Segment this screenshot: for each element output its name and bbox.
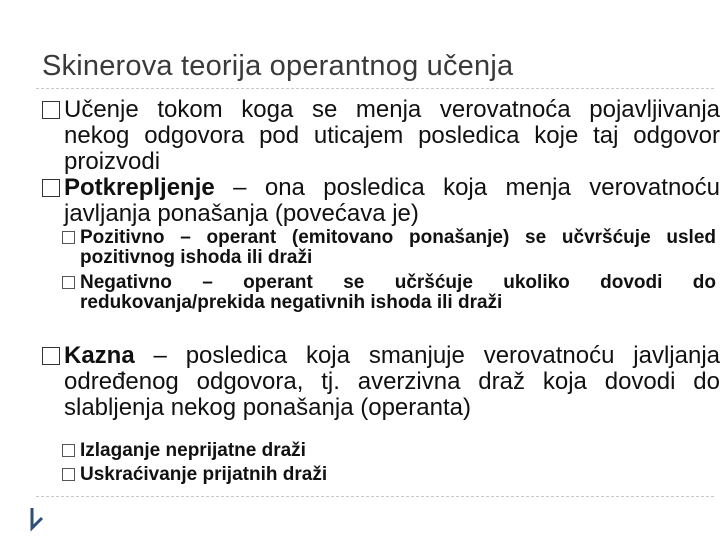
title-divider xyxy=(36,88,714,89)
corner-decoration-icon xyxy=(26,504,46,532)
footer-divider xyxy=(36,496,714,497)
bullet-text: – ona posledica koja menja verovatnoću javljanja ponašanja (povećava je) xyxy=(64,174,720,227)
sub-bullet-term: Negativno xyxy=(80,272,172,293)
sub-bullet-positive xyxy=(62,228,716,268)
square-bullet-icon xyxy=(42,347,60,365)
square-bullet-icon xyxy=(62,468,75,481)
sub-bullet-term: Pozitivno xyxy=(80,227,165,248)
sub-bullet-negative xyxy=(62,273,716,313)
sub-bullet-deprivation xyxy=(62,465,716,485)
bullet-punishment xyxy=(42,343,720,421)
bullet-text: Učenje tokom koga se menja verovatnoća pojavljivanja nekog odgovora pod uticajem posledica koje taj odgovor proizvodi xyxy=(64,96,720,175)
slide-title: Skinerova teorija operantnog učenja xyxy=(42,50,514,82)
bullet-reinforcement xyxy=(42,175,720,227)
square-bullet-icon xyxy=(62,231,75,244)
bullet-term: Kazna xyxy=(64,342,135,369)
bullet-learning-definition xyxy=(42,97,720,175)
bullet-term: Potkrepljenje xyxy=(64,174,215,201)
square-bullet-icon xyxy=(62,444,75,457)
sub-bullet-text: – operant se učršćuje ukoliko dovodi do redukovanja/prekida negativnih ishoda ili draži xyxy=(80,272,716,313)
square-bullet-icon xyxy=(42,179,60,197)
sub-bullet-text: Uskraćivanje prijatnih draži xyxy=(80,464,328,485)
square-bullet-icon xyxy=(62,276,75,289)
sub-bullet-text: Izlaganje neprijatne draži xyxy=(80,440,306,461)
sub-bullet-exposure xyxy=(62,441,716,461)
bullet-text: – posledica koja smanjuje verovatnoću javljanja određenog odgovora, tj. averzivna draž koja dovodi do slabljenja nekog ponašanja (operanta) xyxy=(64,342,720,421)
sub-bullet-text: – operant (emitovano ponašanje) se učvršćuje usled pozitivnog ishoda ili draži xyxy=(80,227,716,268)
square-bullet-icon xyxy=(42,101,60,119)
